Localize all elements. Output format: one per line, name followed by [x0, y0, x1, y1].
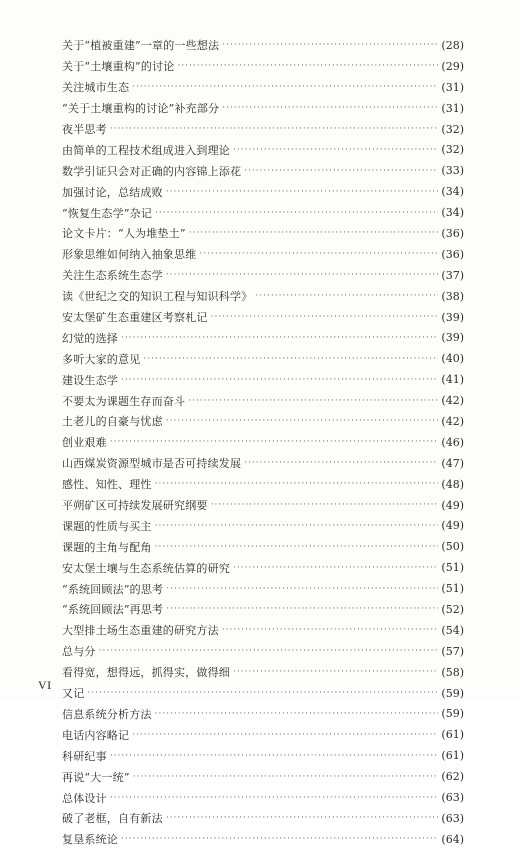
toc-entry [62, 495, 464, 516]
dot-leader [244, 166, 438, 176]
page-folio: VI [38, 678, 52, 692]
toc-entry [62, 286, 464, 307]
dot-leader [255, 291, 438, 301]
dot-leader [143, 354, 438, 364]
toc-entry-page-number: (36) [441, 226, 464, 240]
toc-entry-page-number: (28) [441, 38, 464, 52]
toc-entry-page-number: (31) [441, 101, 464, 115]
dot-leader [121, 834, 438, 844]
toc-entry [62, 557, 464, 578]
toc-entry [62, 724, 464, 745]
toc-entry-title: “关于土壤重构的讨论”补充部分 [62, 102, 220, 116]
toc-entry-title: 信息系统分析方法 [62, 707, 152, 721]
dot-leader [211, 500, 439, 510]
toc-entry [62, 683, 464, 704]
toc-entry-title: 安太堡矿生态重建区考察札记 [62, 311, 208, 325]
toc-entry-page-number: (38) [441, 289, 464, 303]
toc-entry-page-number: (49) [441, 519, 464, 533]
dot-leader [166, 270, 439, 280]
toc-entry [62, 787, 464, 808]
toc-entry-title: “系统回顾法”的思考 [62, 582, 164, 596]
toc-entry [62, 390, 464, 411]
toc-entry [62, 160, 464, 181]
toc-entry [62, 536, 464, 557]
toc-entry-page-number: (29) [441, 59, 464, 73]
dot-leader [133, 772, 439, 782]
toc-entry-title: 课题的性质与买主 [62, 519, 152, 533]
toc-entry [62, 745, 464, 766]
toc-entry-page-number: (63) [441, 811, 464, 825]
dot-leader [132, 730, 438, 740]
toc-entry-page-number: (61) [441, 749, 464, 763]
dot-leader [222, 40, 438, 50]
dot-leader [233, 563, 438, 573]
toc-entry-page-number: (48) [441, 477, 464, 491]
toc-entry-title: 关于“植被重建”一章的一些想法 [62, 39, 220, 53]
toc-entry [62, 641, 464, 662]
toc-entry-title: 又记 [62, 687, 85, 701]
toc-entry-title: 幻觉的选择 [62, 331, 118, 345]
toc-entry [62, 139, 464, 160]
toc-entry-title: 形象思维如何纳入抽象思维 [62, 248, 197, 262]
dot-leader [166, 584, 438, 594]
toc-entry-page-number: (54) [441, 623, 464, 637]
toc-entry-page-number: (34) [441, 206, 464, 220]
toc-entry [62, 119, 464, 140]
toc-entry-page-number: (46) [441, 435, 464, 449]
toc-entry-title: 课题的主角与配角 [62, 540, 152, 554]
toc-entry [62, 327, 464, 348]
toc-entry-title: 创业艰难 [62, 436, 107, 450]
dot-leader [155, 542, 439, 552]
toc-entry [62, 265, 464, 286]
toc-entry-title: “恢复生态学”杂记 [62, 206, 153, 220]
toc-entry [62, 432, 464, 453]
toc-entry-page-number: (37) [441, 268, 464, 282]
toc-entry-title: 总体设计 [62, 791, 107, 805]
dot-leader [121, 333, 438, 343]
toc-entry-page-number: (32) [441, 122, 464, 136]
dot-leader [166, 813, 439, 823]
toc-entry-page-number: (50) [441, 540, 464, 554]
dot-leader [189, 228, 439, 238]
toc-entry-title: 读《世纪之交的知识工程与知识科学》 [62, 290, 253, 304]
dot-leader [110, 437, 439, 447]
dot-leader [166, 416, 439, 426]
toc-entry-title: 安太堡土壤与生态系统估算的研究 [62, 561, 230, 575]
toc-entry [62, 704, 464, 725]
toc-entry-title: 感性、知性、理性 [62, 478, 152, 492]
dot-leader [177, 61, 438, 71]
dot-leader [166, 604, 438, 614]
dot-leader [132, 82, 438, 92]
toc-entry [62, 181, 464, 202]
dot-leader [155, 521, 439, 531]
dot-leader [121, 375, 438, 385]
toc-entry [62, 223, 464, 244]
toc-entry-page-number: (40) [441, 352, 464, 366]
toc-entry-title: 由简单的工程技术组成进入到理论 [62, 143, 230, 157]
dot-leader [222, 625, 439, 635]
toc-entry [62, 77, 464, 98]
toc-entry-page-number: (34) [441, 185, 464, 199]
toc-entry-page-number: (47) [441, 456, 464, 470]
toc-entry-page-number: (61) [441, 728, 464, 742]
toc-entry-title: 土老儿的自豪与忧虑 [62, 415, 163, 429]
dot-leader [244, 458, 438, 468]
toc-entry [62, 474, 464, 495]
toc-entry [62, 35, 464, 56]
toc-entry [62, 515, 464, 536]
dot-leader [233, 667, 438, 677]
toc-entry-title: 多听大家的意见 [62, 352, 141, 366]
dot-leader [188, 396, 438, 406]
toc-entry [62, 766, 464, 787]
toc-entry [62, 244, 464, 265]
toc-entry-title: 论文卡片：“人为堆垫土” [62, 227, 186, 241]
toc-entry [62, 620, 464, 641]
dot-leader [87, 688, 438, 698]
toc-entry-title: 复垦系统论 [62, 833, 118, 847]
toc-entry [62, 808, 464, 829]
toc-entry-page-number: (33) [441, 164, 464, 178]
toc-entry-page-number: (59) [441, 686, 464, 700]
dot-leader [199, 249, 438, 259]
toc-entry-title: 总与分 [62, 645, 96, 659]
toc-entry-page-number: (39) [441, 331, 464, 345]
dot-leader [155, 479, 439, 489]
dot-leader [222, 103, 438, 113]
toc-entry-page-number: (36) [441, 247, 464, 261]
toc-entry [62, 348, 464, 369]
toc-entry-title: 大型排土场生态重建的研究方法 [62, 624, 219, 638]
toc-entry-page-number: (59) [441, 707, 464, 721]
dot-leader [155, 709, 439, 719]
toc-entry [62, 662, 464, 683]
toc-entry-title: 破了老框，自有新法 [62, 812, 163, 826]
toc-entry [62, 369, 464, 390]
table-of-contents [62, 35, 464, 850]
dot-leader [99, 646, 439, 656]
toc-entry-title: 关注生态系统生态学 [62, 269, 163, 283]
toc-entry-page-number: (57) [441, 644, 464, 658]
toc-entry-title: 看得宽，想得远，抓得实，做得细 [62, 666, 230, 680]
dot-leader [155, 208, 438, 218]
toc-entry-page-number: (31) [441, 80, 464, 94]
toc-entry-page-number: (51) [441, 561, 464, 575]
dot-leader [233, 145, 438, 155]
dot-leader [211, 312, 439, 322]
dot-leader [110, 124, 439, 134]
toc-entry-title: “系统回顾法”再思考 [62, 603, 164, 617]
toc-entry-page-number: (51) [441, 582, 464, 596]
toc-entry-title: 关注城市生态 [62, 81, 130, 95]
toc-entry-page-number: (39) [441, 310, 464, 324]
toc-entry [62, 578, 464, 599]
toc-entry-title: 关于“土壤重构”的讨论 [62, 60, 175, 74]
toc-entry-page-number: (64) [441, 832, 464, 846]
toc-entry-title: 加强讨论，总结成败 [62, 185, 163, 199]
toc-entry [62, 453, 464, 474]
toc-entry [62, 202, 464, 223]
toc-entry-page-number: (42) [441, 414, 464, 428]
toc-entry-title: 数学引证只会对正确的内容锦上添花 [62, 164, 242, 178]
toc-entry [62, 411, 464, 432]
toc-entry-title: 电话内容略记 [62, 728, 130, 742]
toc-entry-page-number: (52) [441, 602, 464, 616]
toc-entry-title: 山西煤炭资源型城市是否可持续发展 [62, 457, 242, 471]
toc-entry-page-number: (32) [441, 143, 464, 157]
toc-entry-title: 平朔矿区可持续发展研究纲要 [62, 499, 208, 513]
dot-leader [166, 187, 439, 197]
toc-entry [62, 98, 464, 119]
toc-entry-page-number: (58) [441, 665, 464, 679]
toc-entry-title: 建设生态学 [62, 373, 118, 387]
toc-entry [62, 829, 464, 850]
toc-entry-page-number: (49) [441, 498, 464, 512]
dot-leader [110, 751, 439, 761]
toc-entry-page-number: (41) [441, 373, 464, 387]
toc-entry-title: 再说“大一统” [62, 770, 130, 784]
dot-leader [110, 793, 439, 803]
toc-entry [62, 307, 464, 328]
toc-entry [62, 56, 464, 77]
toc-entry-page-number: (42) [441, 394, 464, 408]
toc-entry [62, 599, 464, 620]
toc-entry-page-number: (62) [441, 770, 464, 784]
toc-entry-page-number: (63) [441, 791, 464, 804]
toc-entry-title: 不要太为课题生存而奋斗 [62, 394, 186, 408]
toc-entry-title: 夜半思考 [62, 123, 107, 136]
toc-entry-title: 科研纪事 [62, 749, 107, 763]
